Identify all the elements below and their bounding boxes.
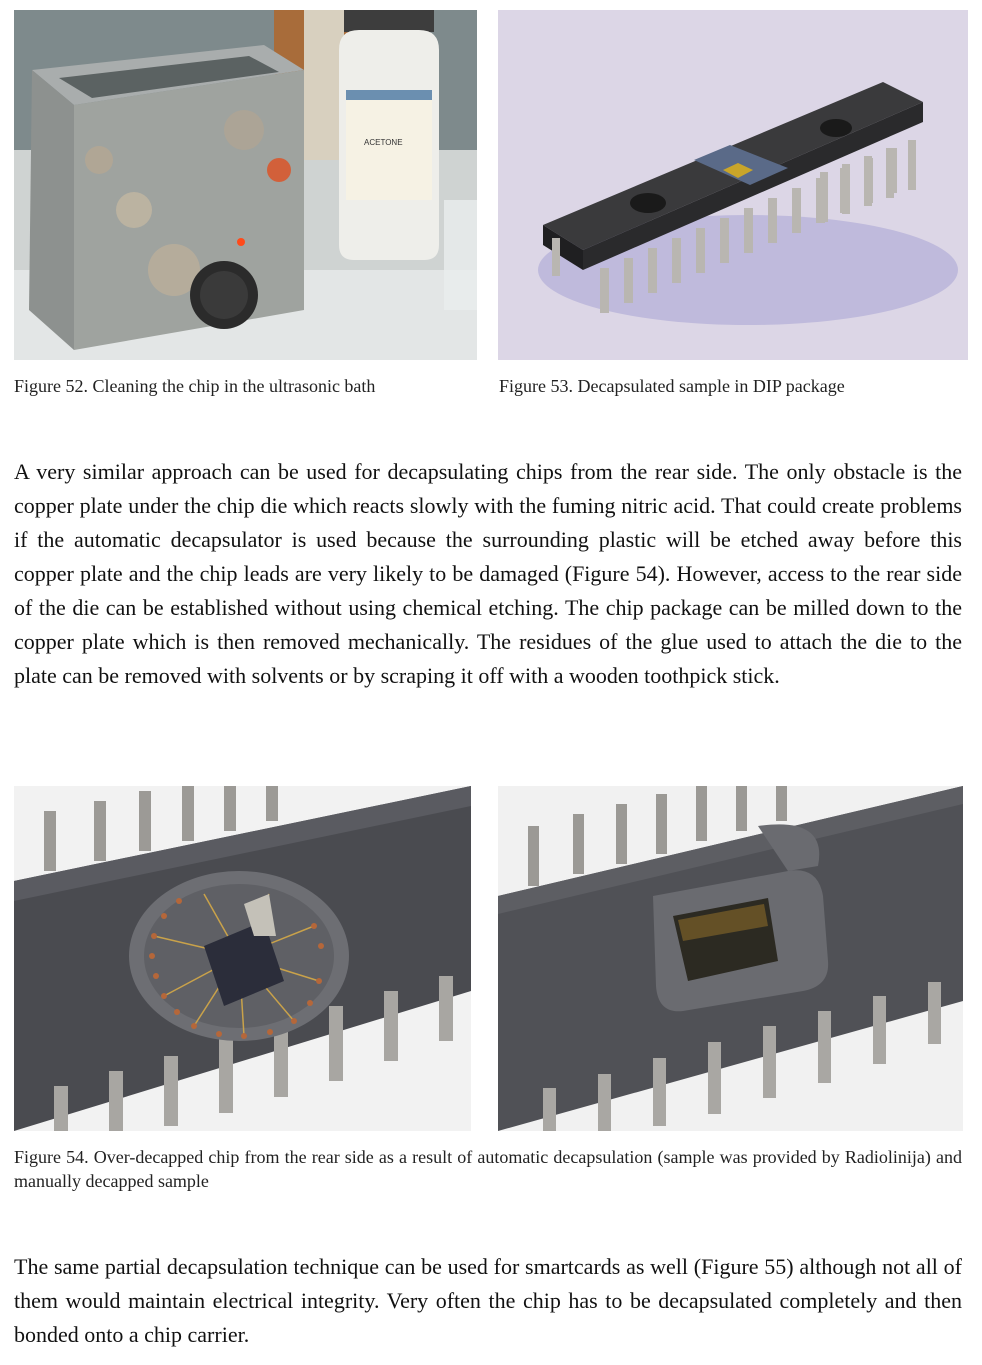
body-paragraph-1: A very similar approach can be used for decapsulating chips from the rear side. The only obstacle is the copper plate under the chip die which reacts slowly with the fuming nitric acid. That could create problems if the automatic decapsulator is used because the surrounding plastic will be etched away before this copper plate and the chip leads are very likely to be damaged (Figure 54). However, access to the rear side of the die can be established without using chemical etching. The chip package can be milled down to the copper plate which is then removed mechanically. The residues of the glue used to attach the die to the plate can be removed with solvents or by scraping it off with a wooden toothpick stick. [14, 459, 962, 688]
figure-52-caption: Figure 52. Cleaning the chip in the ultrasonic bath [14, 376, 376, 396]
figure-54-caption: Figure 54. Over-decapped chip from the rear side as a result of automatic decapsulation (sample was provided by Radiolinija) and manually decapped sample [14, 1147, 962, 1191]
figure-53-caption: Figure 53. Decapsulated sample in DIP package [499, 376, 845, 396]
figure-52-ultrasonic-bath-photo [14, 10, 477, 360]
figure-54-over-decapped-photo [14, 786, 471, 1131]
body-paragraph-2: The same partial decapsulation technique can be used for smartcards as well (Figure 55) although not all of them would maintain electrical integrity. Very often the chip has to be decapsulated completely and then bonded onto a chip carrier. [14, 1254, 962, 1347]
figure-54-manually-decapped-photo [498, 786, 963, 1131]
figure-53-dip-package-photo [498, 10, 968, 360]
bottle-label-text: ACETONE [364, 138, 403, 147]
